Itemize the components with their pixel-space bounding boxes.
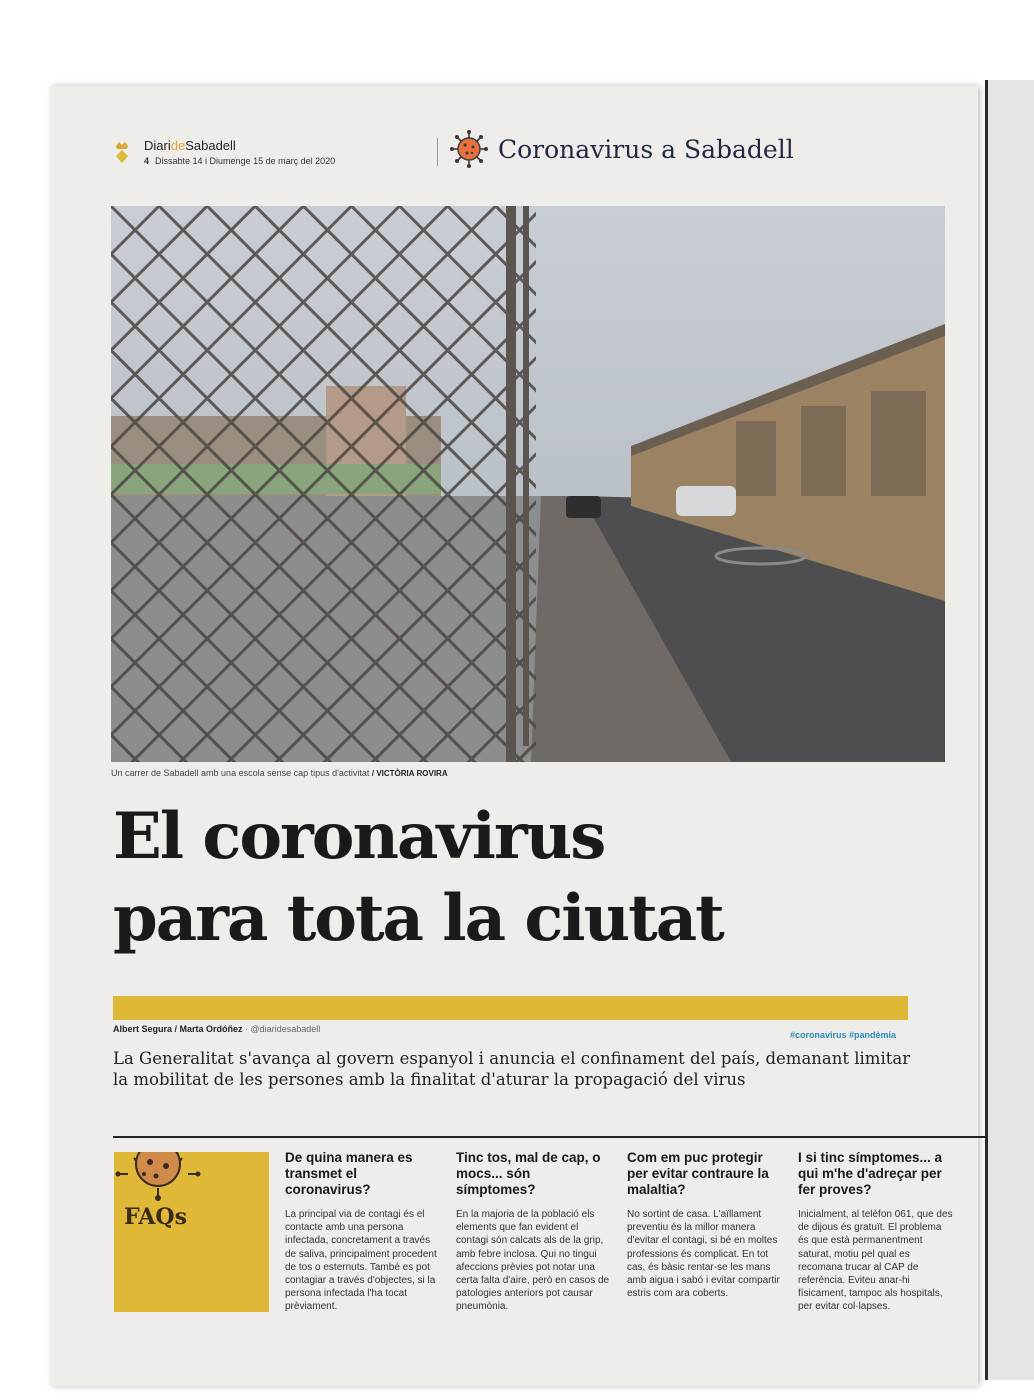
faq-item — [456, 1150, 611, 1314]
virus-icon — [114, 1152, 269, 1212]
brand-name: DiarideSabadell — [144, 138, 236, 153]
section-header — [450, 130, 794, 168]
faq-question: Tinc tos, mal de cap, o mocs... són símptomes? — [456, 1150, 601, 1197]
faq-answer: Inicialment, al telèfon 061, que des de dijous és gratuït. El problema és que està permanentment saturat, motiu pel qual es recomana trucar al CAP de referència. Eviteu anar-hi físicament, tampoc als hospitals, per evitar col·lapses. — [798, 1209, 953, 1313]
next-page-edge — [985, 80, 1034, 1380]
page-number: 4 — [144, 156, 150, 166]
faq-question: I si tinc símptomes... a qui m'he d'adreçar per fer proves? — [798, 1150, 943, 1197]
headline-line-2: para tota la ciutat — [113, 881, 723, 956]
authors: Albert Segura / Marta Ordóñez — [113, 1024, 243, 1034]
faq-box — [114, 1152, 269, 1312]
diari-logo-icon — [115, 140, 129, 164]
faq-answer: En la majoria de la població els elements que fan evident el contagi són calcats als de la grip, amb febre inclosa. Qui no tingui afeccions prèvies pot notar una certa falta d'aire, però en casos de patologies anteriors pot causar pneumònia. — [456, 1209, 610, 1313]
section-rule — [113, 1136, 985, 1138]
photo-credit: / VICTÒRIA ROVIRA — [371, 769, 448, 778]
hashtags[interactable]: #coronavirus #pandèmia — [790, 1030, 897, 1040]
section-title: Coronavirus a Sabadell — [498, 134, 794, 164]
byline — [113, 1024, 320, 1034]
faq-item — [627, 1150, 782, 1300]
faq-question: De quina manera es transmet el coronavirus? — [285, 1150, 413, 1197]
subheadline: La Generalitat s'avança al govern espanyol i anuncia el confinament del país, demanant limitar la mobilitat de les persones amb la finalitat d'aturar la propagació del virus — [113, 1049, 911, 1089]
faq-item — [798, 1150, 953, 1314]
faq-question: Com em puc protegir per evitar contraure la malaltia? — [627, 1150, 769, 1197]
headline-line-1: El coronavirus — [113, 799, 605, 874]
faq-label: FAQs — [124, 1204, 187, 1230]
social-handle: · @diaridesabadell — [245, 1024, 321, 1034]
faq-answer: No sortint de casa. L'aïllament preventiu és la millor manera d'evitar el contagi, si bé en moltes professions és complicat. En tot cas, és bàsic rentar-se les mans amb aigua i sabó i evitar compartir estris com ara coberts. — [627, 1209, 780, 1300]
headline — [113, 796, 723, 960]
photo-caption: Un carrer de Sabadell amb una escola sense cap tipus d'activitat / VICTÒRIA ROVIRA — [111, 768, 448, 778]
faq-item — [285, 1150, 440, 1314]
faq-answer: La principal via de contagi és el contacte amb una persona infectada, concretament a través de saliva, principalment procedent de tos o esternuts. També es pot contagiar a través d'objectes, si la persona infectada l'ha tocat prèviament. — [285, 1209, 437, 1313]
accent-bar — [113, 996, 908, 1020]
street-photo — [111, 206, 945, 762]
virus-icon — [450, 130, 488, 168]
issue-date: 4 Dissabte 14 i Diumenge 15 de març del 2020 — [144, 156, 336, 166]
header-divider — [437, 138, 438, 166]
